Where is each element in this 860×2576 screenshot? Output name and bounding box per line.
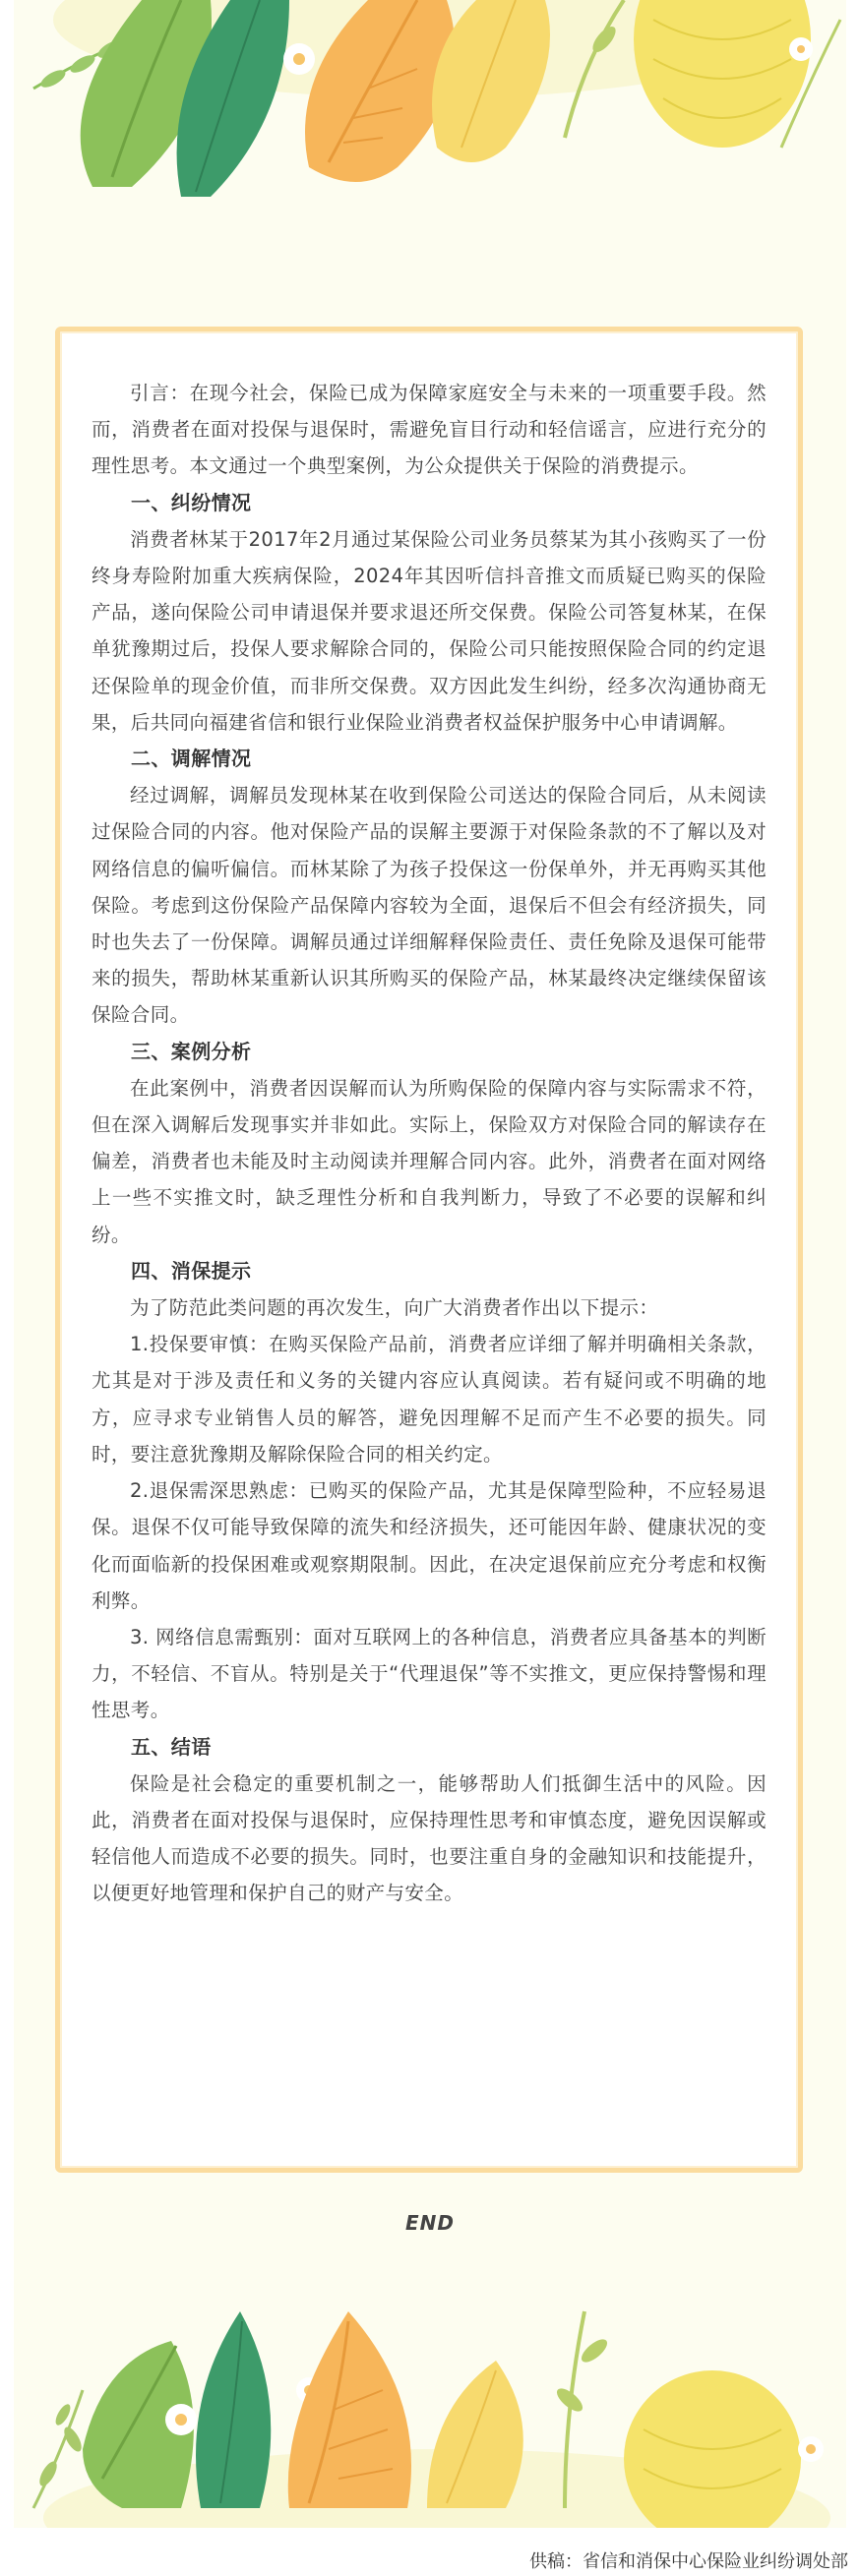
section-paragraph: 保险是社会稳定的重要机制之一，能够帮助人们抵御生活中的风险。因此，消费者在面对投保与退保时，应保持理性思考和审慎态度，避免因误解或轻信他人而造成不必要的损失。同时，也要注重自身的金融知识和技能提升，以便更好地管理和保护自己的财产与安全。	[92, 1771, 767, 1905]
end-mark: END	[404, 2211, 455, 2235]
intro-paragraph: 引言：在现今社会，保险已成为保障家庭安全与未来的一项重要手段。然而，消费者在面对投保与退保时，需避免盲目行动和轻信谣言，应进行充分的理性思考。本文通过一个典型案例，为公众提供关于保险的消费提示。	[92, 382, 767, 478]
top-leaves-decoration	[14, 0, 846, 207]
article-body	[92, 375, 767, 1912]
source-credit: 供稿：省信和消保中心保险业纠纷调处部	[529, 2551, 848, 2572]
article-card	[55, 327, 803, 2173]
section-paragraph: 经过调解，调解员发现林某在收到保险公司送达的保险合同后，从未阅读过保险合同的内容。他对保险产品的误解主要源于对保险条款的不了解以及对网络信息的偏听偏信。而林某除了为孩子投保这一份保单外，并无再购买其他保险。考虑到这份保险产品保障内容较为全面，退保后不但会有经济损失，同时也失去了一份保障。调解员通过详细解释保险责任、责任免除及退保可能带来的损失，帮助林某重新认识其所购买的保险产品，林某最终决定继续保留该保险合同。	[92, 784, 767, 1027]
section-heading: 五、结语	[131, 1734, 212, 1759]
section-heading: 二、调解情况	[131, 747, 252, 771]
bottom-leaves-decoration	[14, 2252, 846, 2528]
tip-item: 2.退保需深思熟虑：已购买的保险产品，尤其是保障型险种，不应轻易退保。退保不仅可能导致保障的流失和经济损失，还可能因年龄、健康状况的变化而面临新的投保困难或观察期限制。因此，在决定退保前应充分考虑和权衡利弊。	[92, 1479, 767, 1612]
section-heading: 三、案例分析	[131, 1039, 252, 1063]
section-heading: 一、纠纷情况	[131, 490, 252, 514]
section-paragraph: 为了防范此类问题的再次发生，向广大消费者作出以下提示：	[130, 1296, 659, 1320]
section-paragraph: 消费者林某于2017年2月通过某保险公司业务员蔡某为其小孩购买了一份终身寿险附加重大疾病保险，2024年其因听信抖音推文而质疑已购买的保险产品，遂向保险公司申请退保并要求退还所交保费。保险公司答复林某，在保单犹豫期过后，投保人要求解除合同的，保险公司只能按照保险合同的约定退还保险单的现金价值，而非所交保费。双方因此发生纠纷，经多次沟通协商无果，后共同向福建省信和银行业保险业消费者权益保护服务中心申请调解。	[92, 527, 767, 734]
tip-item: 1.投保要审慎：在购买保险产品前，消费者应详细了解并明确相关条款，尤其是对于涉及责任和义务的关键内容应认真阅读。若有疑问或不明确的地方，应寻求专业销售人员的解答，避免因理解不足而产生不必要的损失。同时，要注意犹豫期及解除保险合同的相关约定。	[92, 1333, 767, 1466]
section-paragraph: 在此案例中，消费者因误解而认为所购保险的保障内容与实际需求不符，但在深入调解后发现事实并非如此。实际上，保险双方对保险合同的解读存在偏差，消费者也未能及时主动阅读并理解合同内容。此外，消费者在面对网络上一些不实推文时，缺乏理性分析和自我判断力，导致了不必要的误解和纠纷。	[92, 1076, 767, 1246]
tip-item: 3. 网络信息需甄别：面对互联网上的各种信息，消费者应具备基本的判断力，不轻信、不盲从。特别是关于“代理退保”等不实推文，更应保持警惕和理性思考。	[92, 1625, 767, 1722]
section-heading: 四、消保提示	[131, 1258, 252, 1283]
